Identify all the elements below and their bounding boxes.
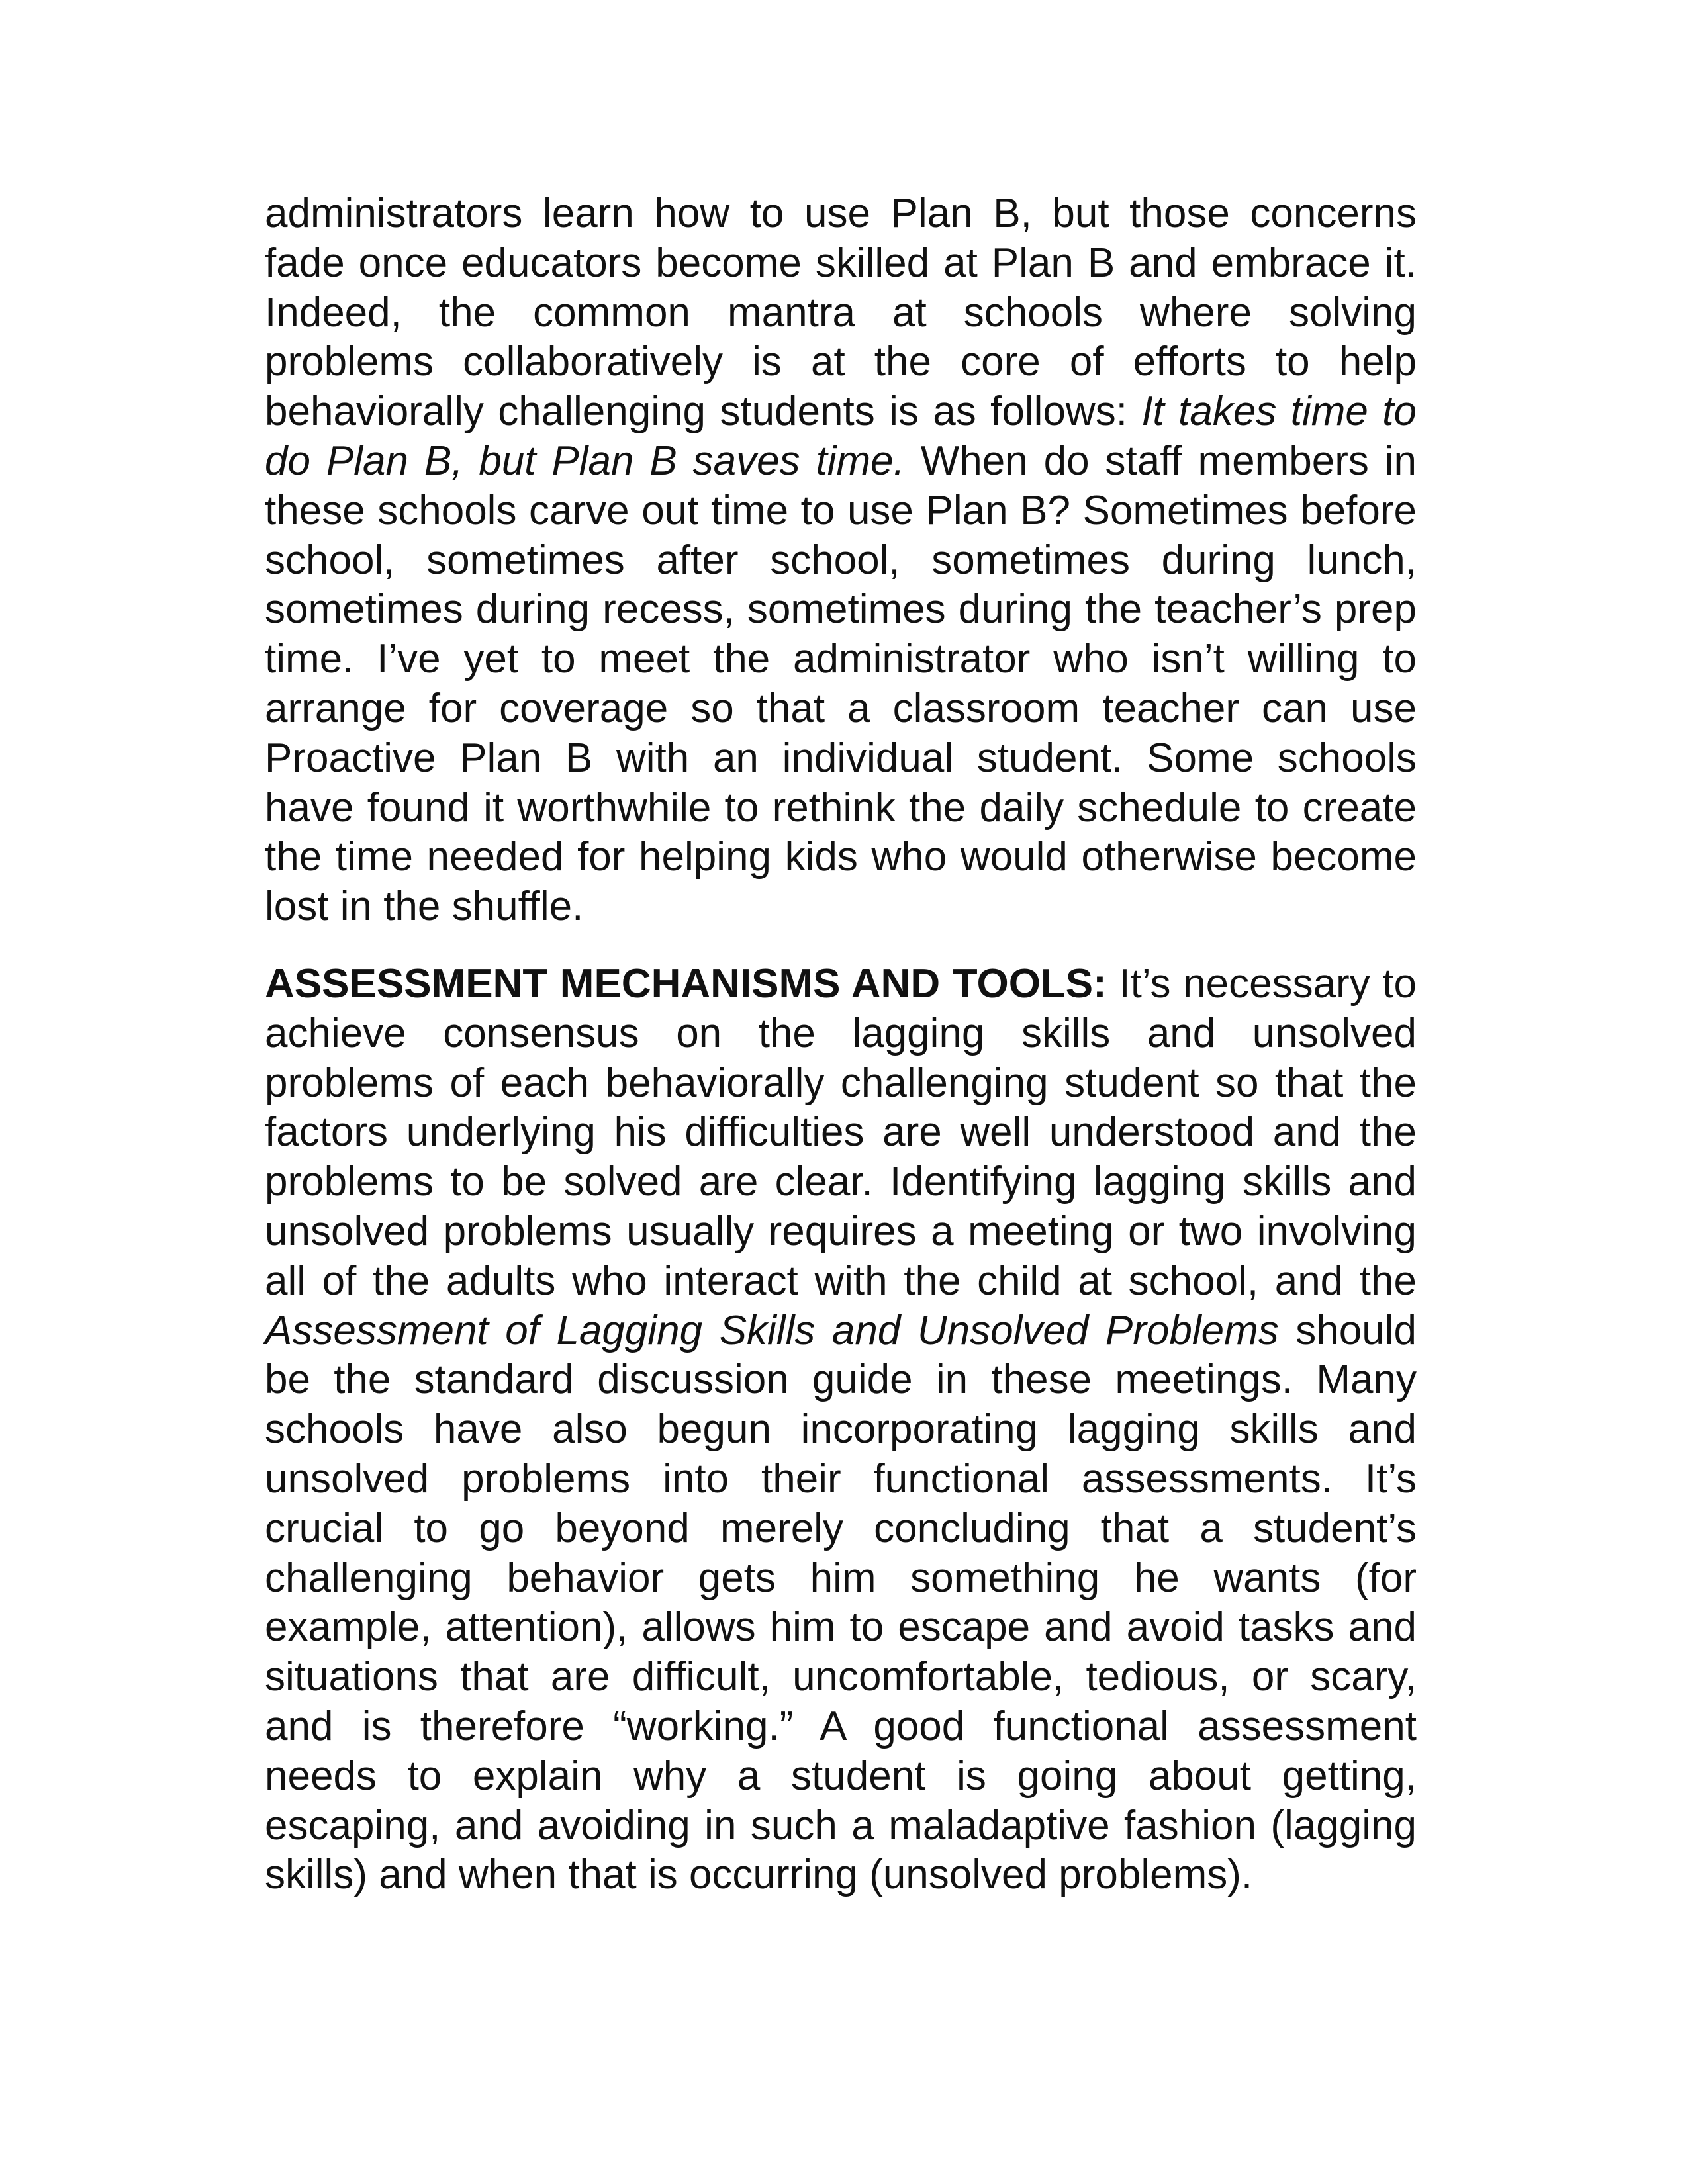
paragraph-text: should be the standard discussion guide in these meetings. Many schools have also begun incorporating lagging skills and unsolved problems into their functional assessments. It’s crucial to go beyond merely concluding that a student’s challenging behavior gets him something he wants (for example, attention), allows him to escape and avoid tasks and situations that are difficult, uncomfortable, tedious, or scary, and is therefore “working.” A good functional assessment needs to explain why a student is going about getting, escaping, and avoiding in such a maladaptive fashion (lagging skills) and when that is occurring (unsolved problems).	[265, 1307, 1417, 1898]
italic-assessment-title: Assessment of Lagging Skills and Unsolved Problems	[265, 1307, 1279, 1353]
paragraph-text: It’s necessary to achieve consensus on the lagging skills and unsolved problems of each behaviorally challenging student so that the factors underlying his difficulties are well understood and the problems to be solved are clear. Identifying lagging skills and unsolved problems usually requires a meeting or two involving all of the adults who interact with the child at school, and the	[265, 960, 1417, 1304]
paragraph-text: When do staff members in these schools carve out time to use Plan B? Sometimes before school, sometimes after school, sometimes during lunch, sometimes during recess, sometimes during the teacher’s prep time. I’ve yet to meet the administrator who isn’t willing to arrange for coverage so that a classroom teacher can use Proactive Plan B with an individual student. Some schools have found it worthwhile to rethink the daily schedule to create the time needed for helping kids who would otherwise become lost in the shuffle.	[265, 437, 1417, 930]
document-page	[265, 189, 1417, 1900]
paragraph-assessment-mechanisms	[265, 960, 1417, 1900]
section-heading: ASSESSMENT MECHANISMS AND TOOLS:	[265, 960, 1107, 1007]
italic-mantra: It takes time to do Plan B, but Plan B saves time.	[265, 388, 1417, 484]
paragraph-plan-b-time	[265, 189, 1417, 932]
paragraph-text: administrators learn how to use Plan B, but those concerns fade once educators become skilled at Plan B and embrace it. Indeed, the common mantra at schools where solving problems collaboratively is at the core of efforts to help behaviorally challenging students is as follows:	[265, 191, 1417, 435]
